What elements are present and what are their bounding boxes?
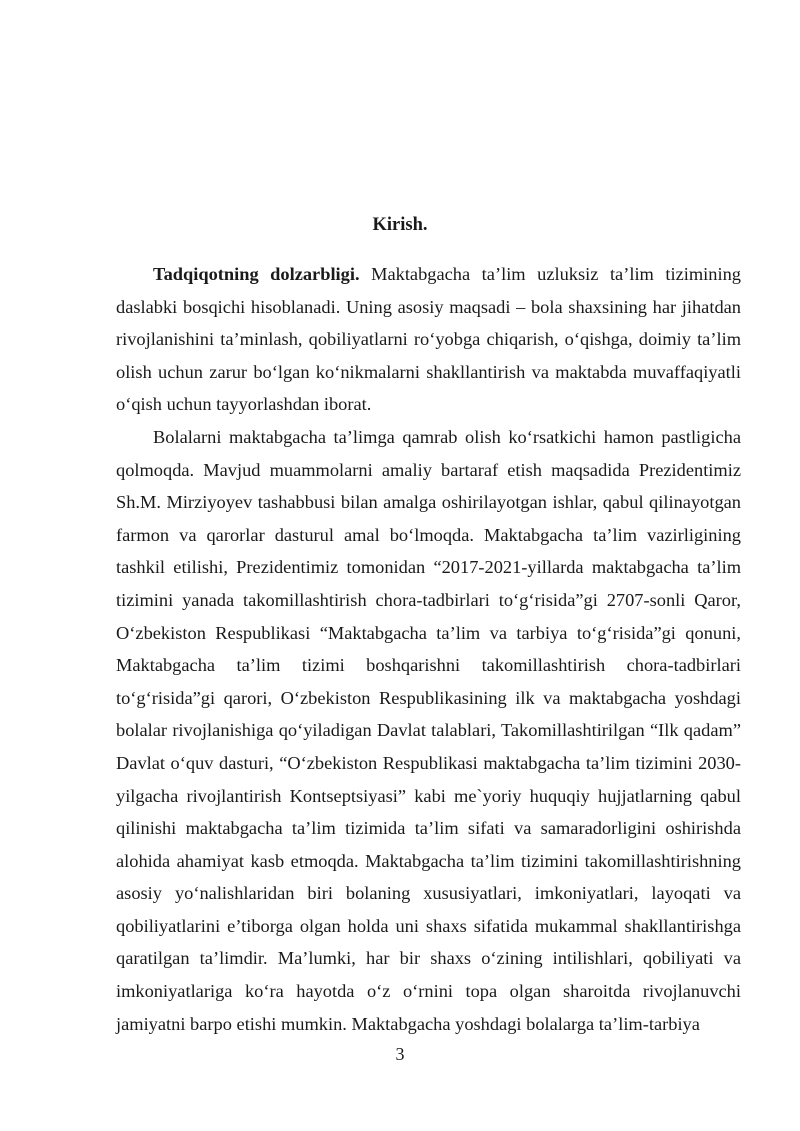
page-number: 3 bbox=[395, 1044, 405, 1064]
paragraph-lead: Tadqiqotning dolzarbligi. bbox=[153, 264, 360, 284]
paragraph-relevance bbox=[116, 258, 741, 421]
section-heading: Kirish. bbox=[372, 215, 428, 235]
paragraph-text: Bolalarni maktabgacha ta’limga qamrab olish ko‘rsatkichi hamon pastligicha qolmoqda. Mavjud muammolarni amaliy bartaraf etish maqsadida Prezidentimiz Sh.M. Mirziyoyev tashabbusi bilan amalga oshirilayotgan ishlar, qabul qilinayotgan farmon va qarorlar dasturul amal bo‘lmoqda. Maktabgacha ta’lim vazirligining tashkil etilishi, Prezidentimiz tomonidan “2017-2021-yillarda maktabgacha ta’lim tizimini yanada takomillashtirish chora-tadbirlari to‘g‘risida”gi 2707-sonli Qaror, O‘zbekiston Respublikasi “Maktabgacha ta’lim va tarbiya to‘g‘risida”gi qonuni, Maktabgacha ta’lim tizimi boshqarishni takomillashtirish chora-tadbirlari to‘g‘risida”gi qarori, O‘zbekiston Respublikasining ilk va maktabgacha yoshdagi bolalar rivojlanishiga qo‘yiladigan Davlat talablari, Takomillashtirilgan “Ilk qadam” Davlat o‘quv dasturi, “O‘zbekiston Respublikasi maktabgacha ta’lim tizimini 2030-yilgacha rivojlantirish Kontseptsiyasi” kabi me`yoriy huquqiy hujjatlarning qabul qilinishi maktabgacha ta’lim tizimida ta’lim sifati va samaradorligini oshirishda alohida ahamiyat kasb etmoqda. Maktabgacha ta’lim tizimini takomillashtirishning asosiy yo‘nalishlaridan biri bolaning xususiyatlari, imkoniyatlari, layoqati va qobiliyatlarini e’tiborga olgan holda uni shaxs sifatida mukammal shakllantirishga qaratilgan ta’limdir. Ma’lumki, har bir shaxs o‘zining intilishlari, qobiliyati va imkoniyatlariga ko‘ra hayotda o‘z o‘rnini topa olgan sharoitda rivojlanuvchi jamiyatni barpo etishi mumkin. Maktabgacha yoshdagi bolalarga ta’lim-tarbiya bbox=[116, 426, 741, 1034]
body-text bbox=[116, 258, 741, 1040]
paragraph-text: Maktabgacha ta’lim uzluksiz ta’lim tizimining daslabki bosqichi hisoblanadi. Uning asosiy maqsadi – bola shaxsining har jihatdan rivojlanishini ta’minlash, qobiliyatlarni ro‘yobga chiqarish, o‘qishga, doimiy ta’lim olish uchun zarur bo‘lgan ko‘nikmalarni shakllantirish va maktabda muvaffaqiyatli o‘qish uchun tayyorlashdan iborat. bbox=[116, 264, 741, 415]
paragraph-coverage bbox=[116, 421, 741, 1040]
